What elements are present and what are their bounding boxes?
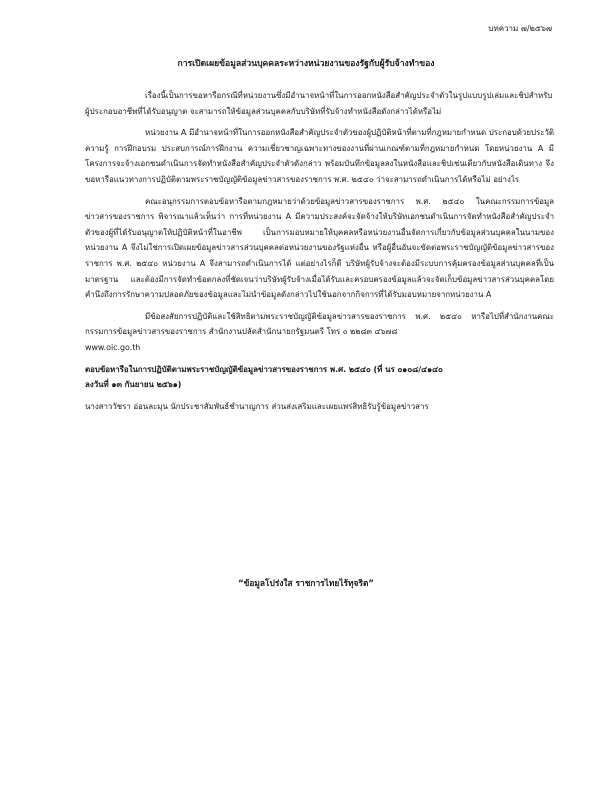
answer-reference-line-1: ตอบข้อหารือในการปฏิบัติตามพระราชบัญญัติข้อมูลข่าวสารของราชการ พ.ศ. ๒๕๔๐ (ที่ นร ๐๑๐๘/๔๑๔๐ [85, 364, 443, 374]
author-credit: นางสาววัชรา อ่อนละมุน นักประชาสัมพันธ์ชำนาญการ ส่วนส่งเสริมและเผยแพร่สิทธิรับรู้ข้อมูลข่าวสาร [85, 401, 429, 411]
motto: “ข้อมูลโปร่งใส ราชการไทยไร้ทุจริต” [238, 578, 374, 588]
paragraph-contact: มีข้อสงสัยการปฏิบัติและใช้สิทธิตามพระราชบัญญัติข้อมูลข่าวสารของราชการ พ.ศ. ๒๕๔๐ หารือไปที่สำนักงานคณะกรรมการข้อมูลข่าวสารของราชการ สำนักงานปลัดสำนักนายกรัฐมนตรี โทร ๐ ๒๒๘๓ ๔๖๗๘ [85, 311, 554, 337]
answer-reference [85, 362, 554, 393]
website-link[interactable] [85, 340, 554, 356]
paragraph-question: เรื่องนี้เป็นการขอหารือกรณีที่หน่วยงานซึ่งมีอำนาจหน้าที่ในการออกหนังสือสำคัญประจำตัวในรูปแบบรูปเล่มและชิปสำหรับผู้ประกอบอาชีพที่ได้รับอนุญาต จะสามารถให้ข้อมูลส่วนบุคคลกับบริษัทที่รับจ้างทำหนังสือดังกล่าวได้หรือไม่ [85, 91, 553, 116]
paragraph-background: หน่วยงาน A มีอำนาจหน้าที่ในการออกหนังสือสำคัญประจำตัวของผู้ปฏิบัติหน้าที่ตามที่กฎหมายกำหนด ประกอบด้วยประวัติ ความรู้ การฝึกอบรม ประสบการณ์การฝึกงาน ความเชี่ยวชาญเฉพาะทางของงานที่ผ่านเกณฑ์ตามที่กฎหมายกำหนด โดยหน่วยงาน A มีโครงการจะจ้างเอกชนดำเนินการจัดทำหนังสือสำคัญประจำตัวดังกล่าว พร้อมบันทึกข้อมูลลงในหนังสือและชิปเช่นเดียวกับหนังสือเดินทาง จึงขอหารือแนวทางการปฏิบัติตามพระราชบัญญัติข้อมูลข่าวสารของราชการ พ.ศ. ๒๕๔๐ ว่าจะสามารถดำเนินการได้หรือไม่ อย่างไร [85, 128, 554, 184]
answer-reference-line-2: ลงวันที่ ๑๓ กันยายน ๒๕๖๑) [85, 380, 182, 390]
website-url[interactable]: www.oic.go.th [85, 342, 141, 352]
document-body [85, 88, 554, 420]
document-title: การเปิดเผยข้อมูลส่วนบุคคลระหว่างหน่วยงานของรัฐกับผู้รับจ้างทำของ [177, 59, 435, 69]
paragraph-committee-opinion: คณะอนุกรรมการตอบข้อหารือตามกฎหมายว่าด้วยข้อมูลข่าวสารของราชการ พ.ศ. ๒๕๔๐ ในคณะกรรมการข้อมูลข่าวสารของราชการ พิจารณาแล้วเห็นว่า การที่หน่วยงาน A มีความประสงค์จะจัดจ้างให้บริษัทเอกชนดำเนินการจัดทำหนังสือสำคัญประจำตัวของผู้ที่ได้รับอนุญาตให้ปฏิบัติหน้าที่ในอาชีพ เป็นการมอบหมายให้บุคคลหรือหน่วยงานอื่นจัดการเกี่ยวกับข้อมูลส่วนบุคคลในนามของหน่วยงาน A จึงไม่ใช่การเปิดเผยข้อมูลข่าวสารส่วนบุคคลต่อหน่วยงานของรัฐแห่งอื่น หรือผู้อื่นอันจะขัดต่อพระราชบัญญัติข้อมูลข่าวสารของราชการ พ.ศ. ๒๕๔๐ หน่วยงาน A จึงสามารถดำเนินการได้ แต่อย่างไรก็ดี บริษัทผู้รับจ้างจะต้องมีระบบการคุ้มครองข้อมูลส่วนบุคคลที่เป็นมาตรฐาน และต้องมีการจัดทำข้อตกลงที่ชัดเจนว่าบริษัทผู้รับจ้างเมื่อได้รับและครอบครองข้อมูลแล้วจะจัดเก็บข้อมูลข่าวสารส่วนบุคคลโดยคำนึงถึงการรักษาความปลอดภัยของข้อมูลและไม่นำข้อมูลดังกล่าวไปใช้นอกจากกิจการที่ได้รับมอบหมายจากหน่วยงาน A [85, 196, 554, 300]
article-reference-number: บทความ ๗/๒๕๖๗ [488, 24, 552, 33]
